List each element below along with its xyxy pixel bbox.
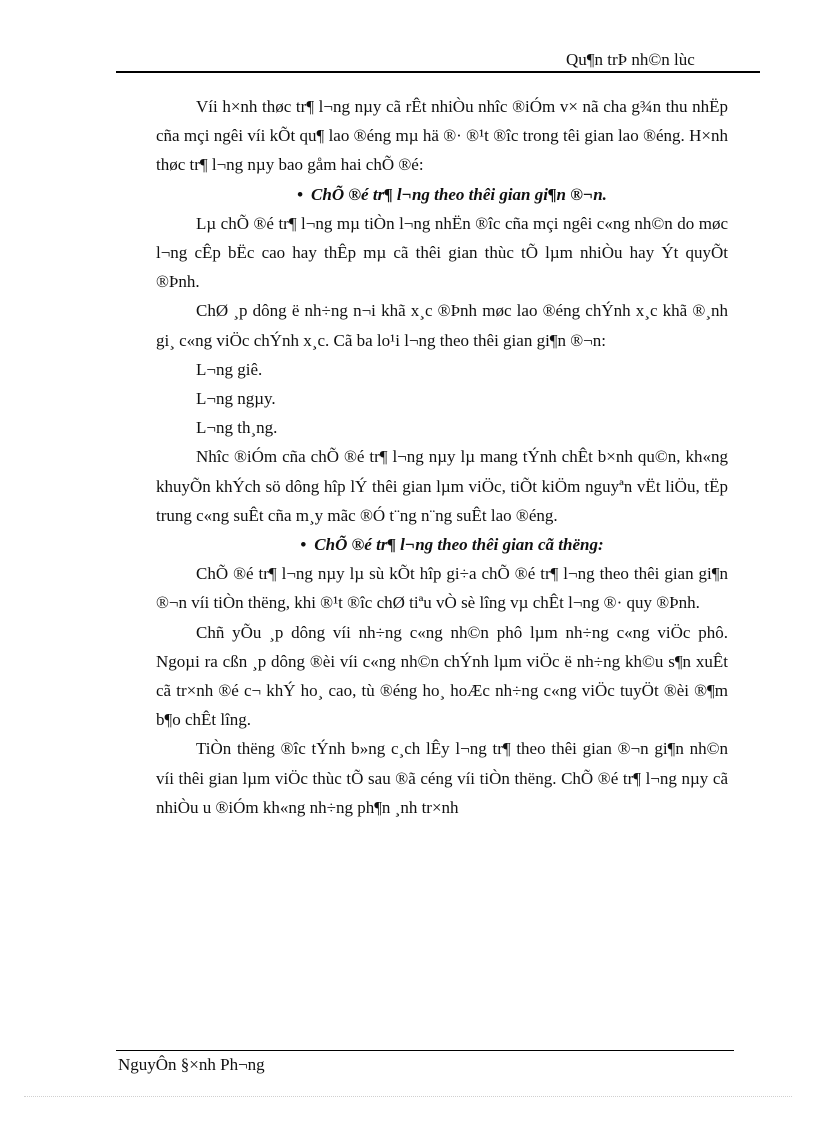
bullet-dot-icon: •	[300, 535, 307, 555]
paragraph: ChÕ ®é tr¶ l¬ng nµy lµ sù kÕt hîp gi÷a chÕ ®é tr¶ l¬ng theo thêi gian gi¶n ®¬n víi tiÒn thëng, khi ®¹t ®îc chØ tiªu vÒ sè lîng vµ chÊt l¬ng ®· quy ®Þnh.	[156, 564, 728, 613]
bullet-heading-text: ChÕ ®é tr¶ l¬ng theo thêi gian gi¶n ®¬n.	[311, 184, 607, 204]
running-header-title: Qu¶n trÞ nh©n lùc	[566, 50, 695, 69]
bullet-heading	[156, 180, 728, 209]
page-bottom-edge	[24, 1096, 792, 1097]
bullet-heading	[156, 530, 728, 559]
paragraph: Nhîc ®iÓm cña chÕ ®é tr¶ l¬ng nµy lµ mang tÝnh chÊt b×nh qu©n, kh«ng khuyÕn khÝch sö dông hîp lÝ thêi gian lµm viÖc, tiÕt kiÖm nguyªn vËt liÖu, tËp trung c«ng suÊt cña m¸y mãc ®Ó t¨ng n¨ng suÊt lao ®éng.	[156, 447, 728, 525]
paragraph: Chñ yÕu ¸p dông víi nh÷ng c«ng nh©n phô lµm nh÷ng c«ng viÖc phô. Ngoµi ra cßn ¸p dông ®èi víi c«ng nh©n chÝnh lµm viÖc ë nh÷ng kh©u s¶n xuÊt cã tr×nh ®é c¬ khÝ ho¸ cao, tù ®éng ho¸ hoÆc nh÷ng c«ng viÖc tuyÖt ®èi ®¶m b¶o chÊt lîng.	[156, 622, 728, 730]
header-divider	[116, 71, 760, 73]
list-item: L¬ng th¸ng.	[196, 418, 278, 438]
paragraph: TiÒn thëng ®îc tÝnh b»ng c¸ch lÊy l¬ng tr¶ theo thêi gian ®¬n gi¶n nh©n víi thêi gian lµm viÖc thùc tÕ sau ®ã céng víi tiÒn thëng. ChÕ ®é tr¶ l¬ng nµy cã nhiÒu u ®iÓm kh«ng nh÷ng ph¶n ¸nh tr×nh	[156, 739, 728, 817]
footer-divider	[116, 1050, 734, 1051]
paragraph: ChØ ¸p dông ë nh÷ng n¬i khã x¸c ®Þnh møc lao ®éng chÝnh x¸c khã ®¸nh gi¸ c«ng viÖc chÝnh x¸c. Cã ba lo¹i l¬ng theo thêi gian gi¶n ®¬n:	[156, 301, 728, 350]
page-body	[156, 92, 728, 822]
paragraph: Lµ chÕ ®é tr¶ l¬ng mµ tiÒn l¬ng nhËn ®îc cña mçi ngêi c«ng nh©n do møc l¬ng cÊp bËc cao hay thÊp mµ cã thêi gian thùc tÕ lµm nhiÒu hay Ýt quyÕt ®Þnh.	[156, 213, 728, 292]
bullet-dot-icon: •	[297, 184, 304, 204]
footer-author: NguyÔn §×nh Ph¬ng	[118, 1055, 265, 1074]
paragraph: Víi h×nh thøc tr¶ l¬ng nµy cã rÊt nhiÒu nhîc ®iÓm v× nã cha g¾n thu nhËp cña mçi ngêi víi kÕt qu¶ lao ®éng mµ hä ®· ®¹t ®îc trong têi gian lao ®éng. H×nh thøc tr¶ l¬ng nµy bao gåm hai chÕ ®é:	[156, 97, 728, 175]
list-item: L¬ng giê.	[196, 359, 263, 379]
bullet-heading-text: ChÕ ®é tr¶ l¬ng theo thêi gian cã thëng:	[314, 535, 604, 555]
list-item: L¬ng ngµy.	[196, 389, 276, 409]
